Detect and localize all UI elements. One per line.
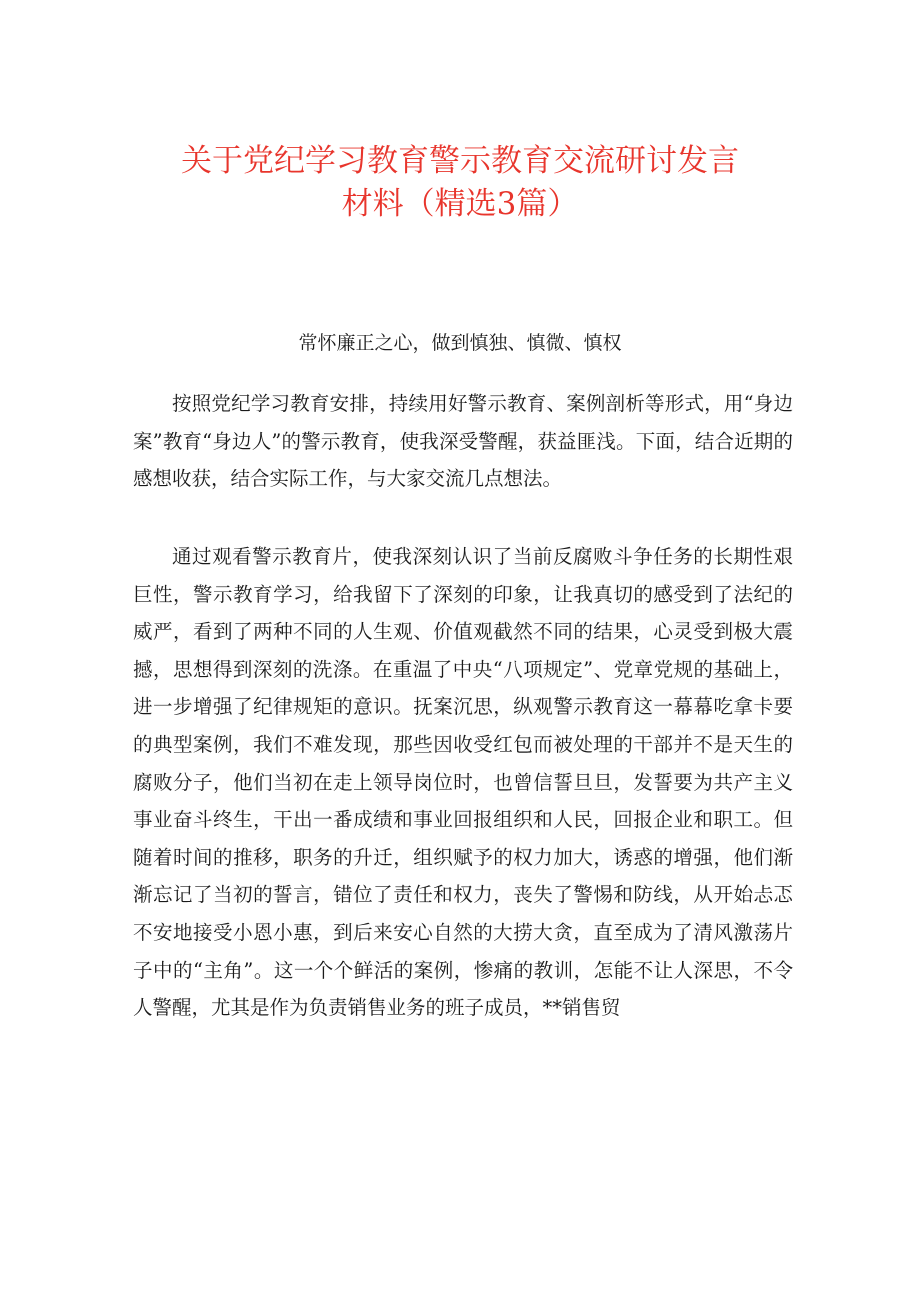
body-paragraph-1: 按照党纪学习教育安排，持续用好警示教育、案例剖析等形式，用“身边案”教育“身边人”的警示教育，使我深受警醒，获益匪浅。下面，结合近期的感想收获，结合实际工作，与大家交流几点想法。 xyxy=(133,392,793,491)
document-title-line-1: 关于党纪学习教育警示教育交流研讨发言 xyxy=(181,143,739,179)
document-title-line-2: 材料（精选3篇） xyxy=(341,186,579,222)
body-paragraph-2: 通过观看警示教育片，使我深刻认识了当前反腐败斗争任务的长期性艰巨性，警示教育学习，给我留下了深刻的印象，让我真切的感受到了法纪的威严，看到了两种不同的人生观、价值观截然不同的结果，心灵受到极大震撼，思想得到深刻的洗涤。在重温了中央“八项规定”、党章党规的基础上，进一步增强了纪律规矩的意识。抚案沉思，纵观警示教育这一幕幕吃拿卡要的典型案例，我们不难发现，那些因收受红包而被处理的干部并不是天生的腐败分子，他们当初在走上领导岗位时，也曾信誓旦旦，发誓要为共产主义事业奋斗终生，干出一番成绩和事业回报组织和人民，回报企业和职工。但随着时间的推移，职务的升迁，组织赋予的权力加大，诱惑的增强，他们渐渐忘记了当初的誓言，错位了责任和权力，丧失了警惕和防线，从开始忐忑不安地接受小恩小惠，到后来安心自然的大捞大贪，直至成为了清风激荡片子中的“主角”。这一个个鲜活的案例，惨痛的教训，怎能不让人深思，不令人警醒，尤其是作为负责销售业务的班子成员，**销售贸 xyxy=(133,545,793,1020)
section-subtitle: 常怀廉正之心，做到慎独、慎微、慎权 xyxy=(298,332,622,354)
